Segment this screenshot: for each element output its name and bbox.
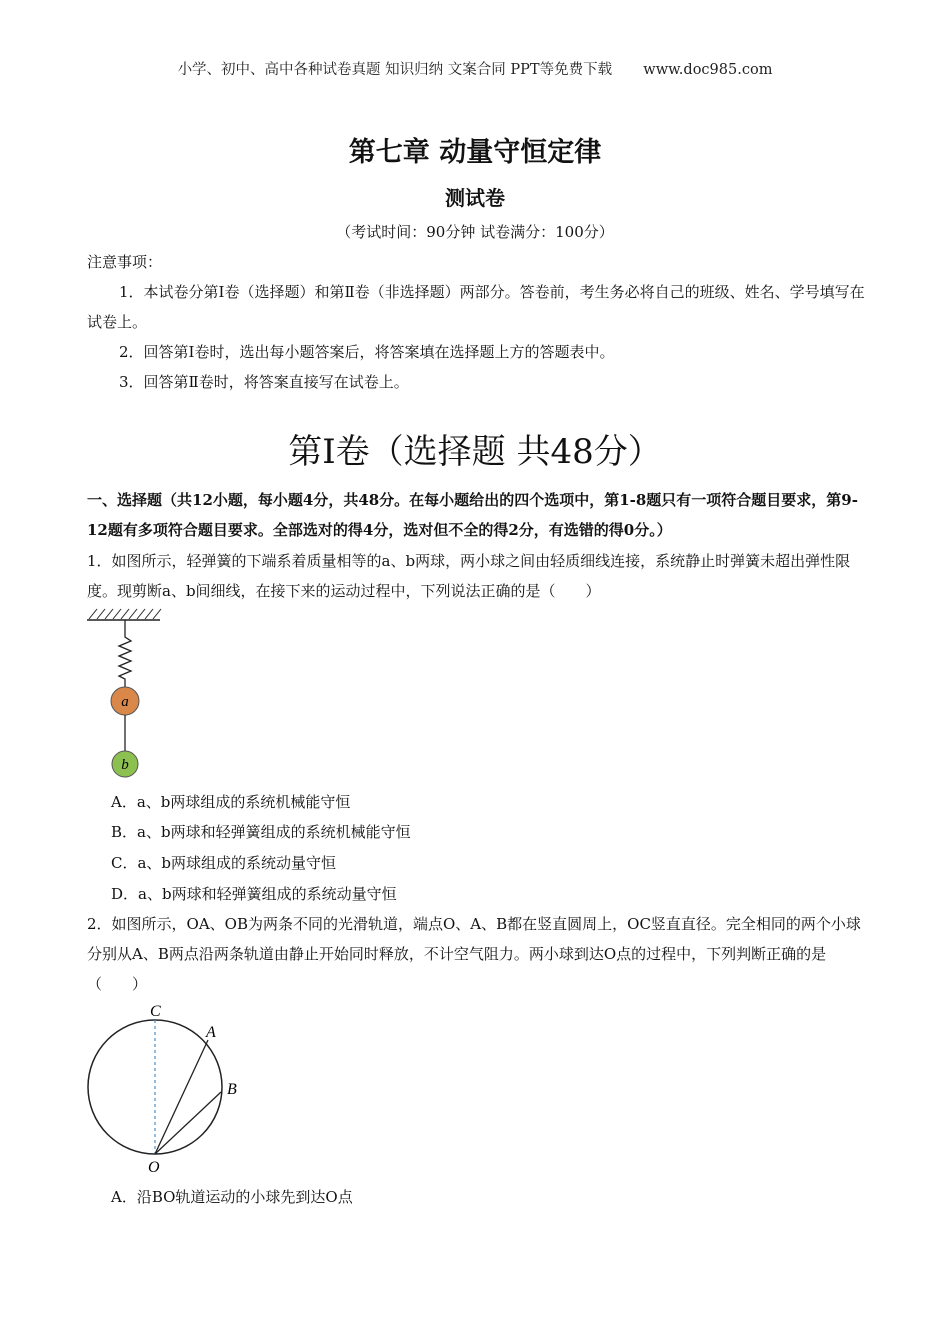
label-b: B [227, 1081, 237, 1098]
subtitle: 测试卷 [445, 186, 505, 210]
label-a: A [206, 1024, 216, 1041]
header-url: www.doc985.com [643, 62, 773, 78]
spring-icon [119, 620, 131, 687]
section-title: 第Ⅰ卷（选择题 共48分） [288, 432, 662, 472]
ceiling-hatch [89, 609, 161, 619]
question-1-option-d: D．a、b两球和轻弹簧组成的系统动量守恒 [111, 885, 397, 903]
label-c: C [150, 1003, 161, 1020]
page-header [0, 58, 950, 79]
chapter-title: 第七章 动量守恒定律 [348, 137, 602, 168]
exam-info: （考试时间：90分钟 试卷满分：100分） [336, 223, 614, 241]
question-1-stem: 1．如图所示，轻弹簧的下端系着质量相等的a、b两球，两小球之间由轻质细线连接，系统静止时弹簧未超出弹性限度。现剪断a、b间细线，在接下来的运动过程中，下列说法正确的是（ ） [87, 552, 851, 600]
spring-figure [85, 605, 165, 780]
notice-heading: 注意事项： [87, 253, 163, 271]
ball-b-label: b [121, 757, 129, 773]
notice-item-3: 3．回答第Ⅱ卷时，将答案直接写在试卷上。 [119, 373, 409, 391]
question-1-option-c: C．a、b两球组成的系统动量守恒 [111, 854, 337, 872]
notice-item-1: 1．本试卷分第Ⅰ卷（选择题）和第Ⅱ卷（非选择题）两部分。答卷前，考生务必将自己的班级、姓名、学号填写在试卷上。 [87, 283, 865, 331]
header-text: 小学、初中、高中各种试卷真题 知识归纳 文案合同 PPT等免费下载 [177, 62, 613, 78]
circle-track-figure [82, 1000, 252, 1178]
label-o: O [148, 1159, 160, 1176]
notice-item-2: 2．回答第Ⅰ卷时，选出每小题答案后，将答案填在选择题上方的答题表中。 [119, 343, 615, 361]
ball-a-label: a [121, 694, 129, 710]
question-2-stem: 2．如图所示，OA、OB为两条不同的光滑轨道，端点O、A、B都在竖直圆周上，OC竖直直径。完全相同的两个小球分别从A、B两点沿两条轨道由静止开始同时释放，不计空气阻力。两小球到达O点的过程中，下列判断正确的是（ ） [87, 915, 861, 993]
question-1-option-a: A．a、b两球组成的系统机械能守恒 [111, 793, 351, 811]
question-1-option-b: B．a、b两球和轻弹簧组成的系统机械能守恒 [111, 823, 411, 841]
question-2-option-a: A．沿BO轨道运动的小球先到达O点 [111, 1188, 353, 1206]
part-instruction: 一、选择题（共12小题，每小题4分，共48分。在每小题给出的四个选项中，第1-8题只有一项符合题目要求，第9-12题有多项符合题目要求。全部选对的得4分，选对但不全的得2分，有选错的得0分。） [87, 491, 858, 539]
